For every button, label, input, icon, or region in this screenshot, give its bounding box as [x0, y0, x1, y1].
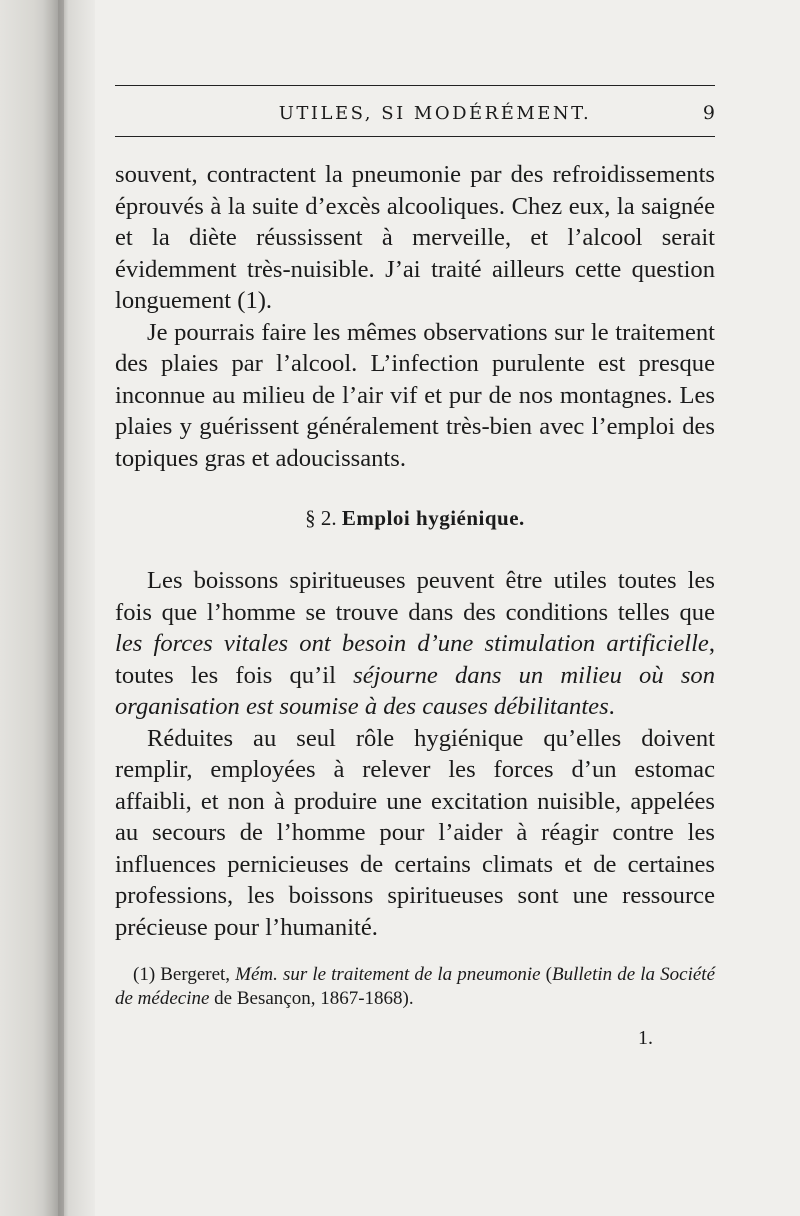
paragraph-3 [115, 565, 715, 723]
footnote-italic-b: Bulletin de la Société de médecine [115, 964, 716, 1009]
paragraph-3-italic-a: les forces vitales ont besoin d’une stimulation artificielle [115, 630, 709, 657]
footnote-italic-a: Mém. sur le traitement de la pneumonie [235, 964, 541, 985]
footnote-text-b: ( [540, 964, 553, 985]
paragraph-4: Réduites au seul rôle hygiénique qu’elles doivent remplir, employées à relever les forces d’un estomac affaibli, et non à produire une excitation nuisible, appelées au secours de l’homme pour l’aider à réagir contre les influences pernicieuses de certains climats et de certaines professions, les boissons spiritueuses sont une ressource précieuse pour l’humanité. [115, 724, 715, 941]
paragraph-3-text-b: , toutes les fois qu’il [115, 630, 715, 689]
header-bottom-rule [115, 136, 715, 137]
paragraph-1: souvent, contractent la pneumonie par des refroidissements éprouvés à la suite d’excès alcooliques. Chez eux, la saignée et la diète réussissent à merveille, et l’alcool serait évidemment très-nuisible. J’ai traité ailleurs cette question longuement (1). [115, 161, 715, 314]
paragraph-3-text-c: . [608, 693, 615, 720]
section-heading [115, 506, 715, 531]
printer-signature-mark: 1. [638, 1027, 653, 1049]
footnote-text-c: de Besançon, 1867-1868). [209, 988, 414, 1009]
paragraph-2: Je pourrais faire les mêmes observations sur le traitement des plaies par l’alcool. L’infection purulente est presque inconnue au milieu de l’air vif et pur de nos montagnes. Les plaies y guérissent généralement très-bien avec l’emploi des topiques gras et adoucissants. [115, 318, 715, 472]
running-title: UTILES, SI MODÉRÉMENT. [278, 103, 592, 124]
footnote-text-a: (1) Bergeret, [133, 964, 236, 985]
section-title: Emploi hygiénique. [341, 506, 525, 530]
book-binding-shadow [0, 0, 95, 1216]
page-header [115, 86, 715, 136]
section-number: § 2. [305, 506, 337, 530]
footnote [115, 963, 715, 1011]
paragraph-3-text-a: Les boissons spiritueuses peuvent être utiles toutes les fois que l’homme se trouve dans des conditions telles que [115, 567, 715, 626]
page-number: 9 [702, 102, 715, 124]
paragraph-3-italic-b: séjourne dans un milieu où son organisation est soumise à des causes débilitantes [115, 661, 715, 720]
book-page [115, 85, 715, 1050]
